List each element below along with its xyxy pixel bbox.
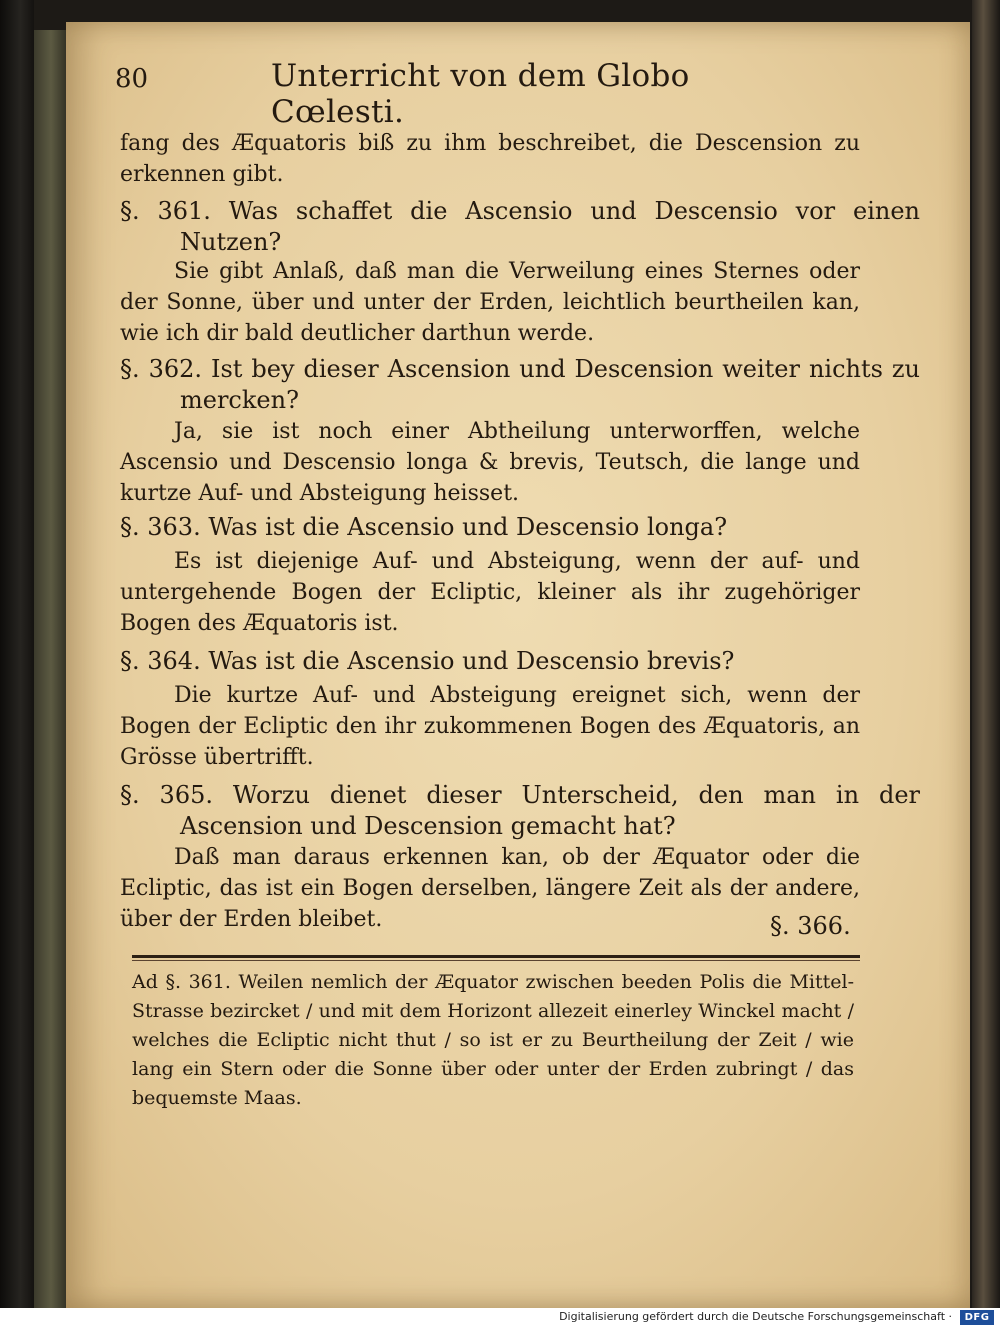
dfg-logo: DFG	[960, 1310, 994, 1325]
digitization-footer	[0, 1308, 1000, 1329]
page-edges	[972, 0, 1000, 1308]
section-365-answer: Daß man daraus erkennen kan, ob der Æquator oder die Ecliptic, das ist ein Bogen derselben, längere Zeit als der andere, über der Erden bleibet.	[120, 845, 860, 932]
section-362-question: §. 362. Ist bey dieser Ascension und Descension weiter nichts zu mercken?	[120, 355, 920, 414]
page-header	[115, 56, 815, 130]
section-364-answer: Die kurtze Auf- und Absteigung ereignet sich, wenn der Bogen der Ecliptic den ihr zukommenen Bogen des Æquatoris, an Grösse übertrifft.	[120, 683, 860, 770]
section-362-answer: Ja, sie ist noch einer Abtheilung unterworffen, welche Ascensio und Descensio longa & brevis, Teutsch, die lange und kurtze Auf- und Absteigung heisset.	[120, 419, 860, 506]
section-363-answer: Es ist diejenige Auf- und Absteigung, wenn der auf- und untergehende Bogen der Ecliptic, kleiner als ihr zugehöriger Bogen des Æquatoris ist.	[120, 549, 860, 636]
book-spine	[0, 0, 34, 1308]
footnote-rule-thin	[132, 960, 860, 961]
section-363-question: §. 363. Was ist die Ascensio und Descensio longa?	[120, 513, 728, 541]
section-361-question: §. 361. Was schaffet die Ascensio und Descensio vor einen Nutzen?	[120, 197, 920, 256]
book-cover-edge	[34, 30, 68, 1308]
catchword-next-section: §. 366.	[770, 912, 851, 940]
footnote-text: Ad §. 361. Weilen nemlich der Æquator zwischen beeden Polis die Mittel-Strasse bezircket / und mit dem Horizont allezeit einerley Winckel macht / welches die Ecliptic nicht thut / so ist er zu Beurtheilung der Zeit / wie lang ein Stern oder die Sonne über oder unter der Erden zubringt / das bequemste Maas.	[132, 971, 854, 1109]
running-head: Unterricht von dem Globo Cœlesti.	[271, 58, 690, 130]
funding-credit: Digitalisierung gefördert durch die Deutsche Forschungsgemeinschaft ·	[559, 1310, 952, 1323]
footnote-rule	[132, 955, 860, 958]
continuation-text: fang des Æquatoris biß zu ihm beschreibet, die Descension zu erkennen gibt.	[120, 131, 860, 187]
section-365-question: §. 365. Worzu dienet dieser Unterscheid, den man in der Ascension und Descension gemacht hat?	[120, 781, 920, 840]
page-number: 80	[115, 64, 149, 94]
section-361-answer: Sie gibt Anlaß, daß man die Verweilung eines Sternes oder der Sonne, über und unter der Erden, leichtlich beurtheilen kan, wie ich dir bald deutlicher darthun werde.	[120, 259, 860, 346]
section-364-question: §. 364. Was ist die Ascensio und Descensio brevis?	[120, 647, 735, 675]
